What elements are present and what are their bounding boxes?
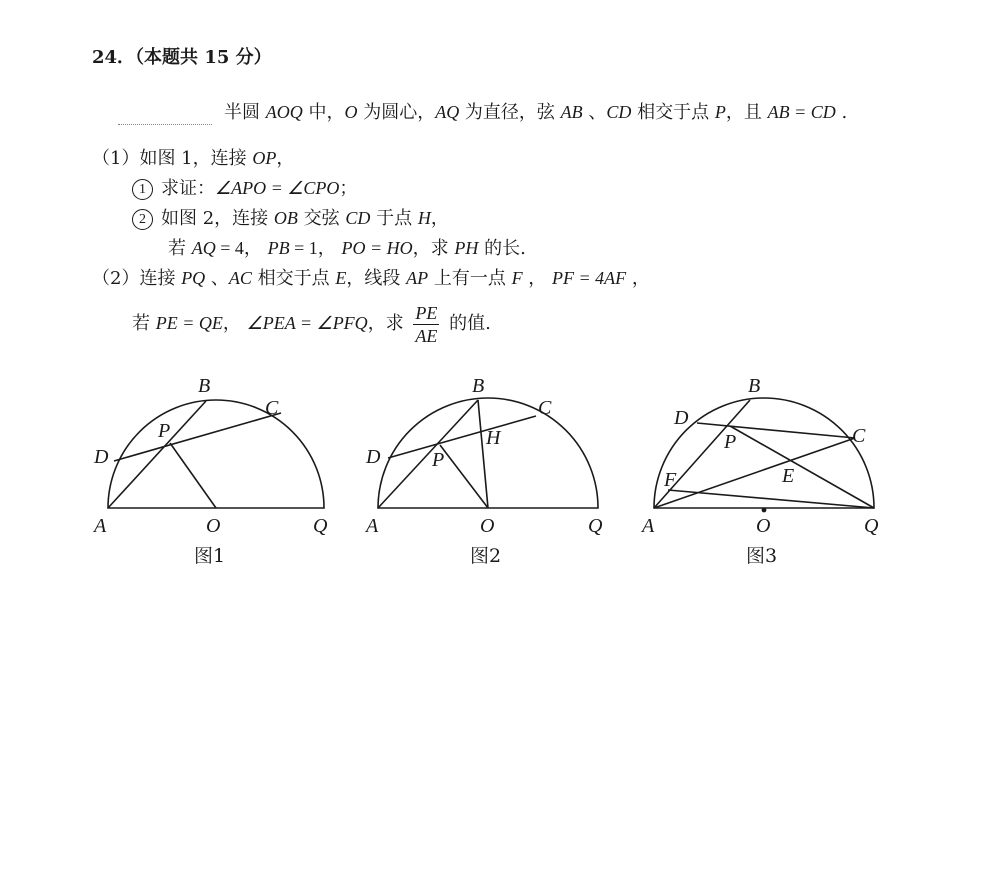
sub2-text: 于点: [370, 208, 418, 229]
circled-number: 2: [132, 209, 153, 230]
part2-text: ，: [626, 268, 650, 289]
fraction-numerator: PE: [415, 302, 438, 323]
intro-sym: O: [344, 102, 358, 122]
fig3-label-a: A: [642, 515, 655, 537]
fig1-caption: 图1: [194, 545, 226, 567]
fig2-segment-ob: [478, 400, 488, 508]
fig3-label-q: Q: [864, 515, 879, 537]
part1-text: ，: [276, 148, 295, 169]
part2-sym: AP: [406, 268, 429, 288]
intro-text: 为直径，弦: [459, 102, 561, 123]
fig3-center-dot: [762, 508, 767, 513]
part2-text: ，: [522, 268, 553, 289]
blank-mark: [118, 114, 212, 125]
fig2-label-o: O: [480, 515, 495, 537]
sub2-text: 交弦: [297, 208, 346, 229]
intro-sym: AB: [560, 102, 583, 122]
intro-text: 半圆: [224, 102, 266, 123]
cond-equation: PO = HO: [341, 238, 413, 258]
sub1-text: 求证：: [161, 178, 215, 199]
intro-text: ，且: [725, 102, 768, 123]
part2b-text: ，: [222, 313, 247, 334]
part1-text: （1）如图 1，连接: [92, 148, 253, 169]
part2-line: [92, 266, 650, 291]
intro-sym: CD: [606, 102, 632, 122]
part2b-text: 若: [132, 313, 156, 334]
circled-number: 1: [132, 179, 153, 200]
sub2-text: 如图 2，连接: [161, 208, 274, 229]
fig1-chord-cd: [114, 413, 281, 461]
figures-panel: [0, 360, 986, 580]
fig1-label-c: C: [265, 397, 279, 419]
fig3-label-b: B: [748, 375, 761, 397]
sub1-text: ；: [339, 178, 358, 199]
fig3-label-c: C: [852, 425, 866, 447]
fig2-label-d: D: [366, 446, 381, 468]
fig2-label-h: H: [486, 427, 501, 449]
fig3-label-o: O: [756, 515, 771, 537]
fig2-label-p: P: [432, 449, 445, 471]
figure-2-geometry: [378, 398, 598, 508]
fig1-label-a: A: [94, 515, 107, 537]
intro-text: 为圆心，: [357, 102, 436, 123]
cond-text: ，: [317, 238, 342, 259]
fig2-label-q: Q: [588, 515, 603, 537]
sub2-sym: OB: [273, 208, 298, 228]
fig2-segment-op: [440, 445, 488, 508]
cond-value: = 1: [289, 238, 318, 258]
problem-heading: 24．（本题共 15 分）: [92, 47, 272, 68]
cond-sym: AQ: [191, 238, 216, 258]
fig3-label-d: D: [674, 407, 689, 429]
fig1-label-p: P: [158, 420, 171, 442]
intro-sym: AQ: [435, 102, 460, 122]
cond-text: ，求: [412, 238, 455, 259]
cond-sym: PH: [454, 238, 479, 258]
part1-sym: OP: [252, 148, 277, 168]
part2b-equation: PE = QE: [155, 313, 223, 333]
fig2-semicircle: [378, 398, 598, 508]
part2-text: 相交于点: [251, 268, 336, 289]
sub2-sym: H: [417, 208, 431, 228]
fig2-label-c: C: [538, 397, 552, 419]
intro-text: 、: [582, 102, 607, 123]
fig3-segment-fq: [668, 490, 874, 508]
fig3-label-p: P: [724, 431, 737, 453]
cond-value: = 4: [215, 238, 244, 258]
fig2-chord-cd: [388, 416, 536, 458]
sub2-sym: CD: [345, 208, 371, 228]
intro-text: 中，: [302, 102, 345, 123]
fig2-label-a: A: [366, 515, 379, 537]
part1-sub1: [132, 176, 357, 201]
part2-text: （2）连接: [92, 268, 182, 289]
part1-sub2: [132, 206, 449, 231]
part2-sym: E: [335, 268, 347, 288]
fraction-denominator: AE: [415, 325, 438, 346]
fig2-label-b: B: [472, 375, 485, 397]
cond-text: 的长.: [478, 238, 526, 259]
cond-text: ，: [243, 238, 268, 259]
fig1-segment-op: [170, 443, 216, 508]
part2-text: 、: [205, 268, 229, 289]
part2-text: ，线段: [346, 268, 407, 289]
figure-1-geometry: [108, 400, 324, 508]
fraction-pe-over-ae: [413, 302, 439, 347]
intro-text: 相交于点: [631, 102, 715, 123]
part1-line: [92, 146, 294, 171]
fig3-caption: 图3: [746, 545, 778, 567]
fig1-label-q: Q: [313, 515, 328, 537]
cond-sym: PB: [267, 238, 290, 258]
intro-sym: AOQ: [265, 102, 303, 122]
sub2-text: ，: [430, 208, 449, 229]
part2b-equation: ∠PEA = ∠PFQ: [246, 313, 368, 333]
fig3-label-e: E: [782, 465, 795, 487]
sub1-equation: ∠APO = ∠CPO: [215, 178, 340, 198]
part2-equation: PF = 4AF: [552, 268, 627, 288]
part2-sym: AC: [228, 268, 252, 288]
fig1-label-b: B: [198, 375, 211, 397]
fig1-label-d: D: [94, 446, 109, 468]
cond-text: 若: [168, 238, 192, 259]
part2-line2: [132, 300, 491, 347]
fig1-label-o: O: [206, 515, 221, 537]
part1-sub2-condition: [168, 236, 526, 261]
fig2-caption: 图2: [470, 545, 502, 567]
part2-text: 上有一点: [428, 268, 512, 289]
part2b-text: 的值.: [443, 313, 491, 334]
intro-equation: AB = CD: [767, 102, 836, 122]
intro-text: .: [835, 102, 848, 123]
fig3-chord-cd: [697, 423, 855, 438]
fig3-label-f: F: [664, 469, 677, 491]
part2-sym: PQ: [181, 268, 206, 288]
part2-sym: F: [511, 268, 523, 288]
intro-sym: P: [714, 102, 726, 122]
problem-intro: [224, 100, 847, 125]
part2b-text: ，求: [367, 313, 410, 334]
